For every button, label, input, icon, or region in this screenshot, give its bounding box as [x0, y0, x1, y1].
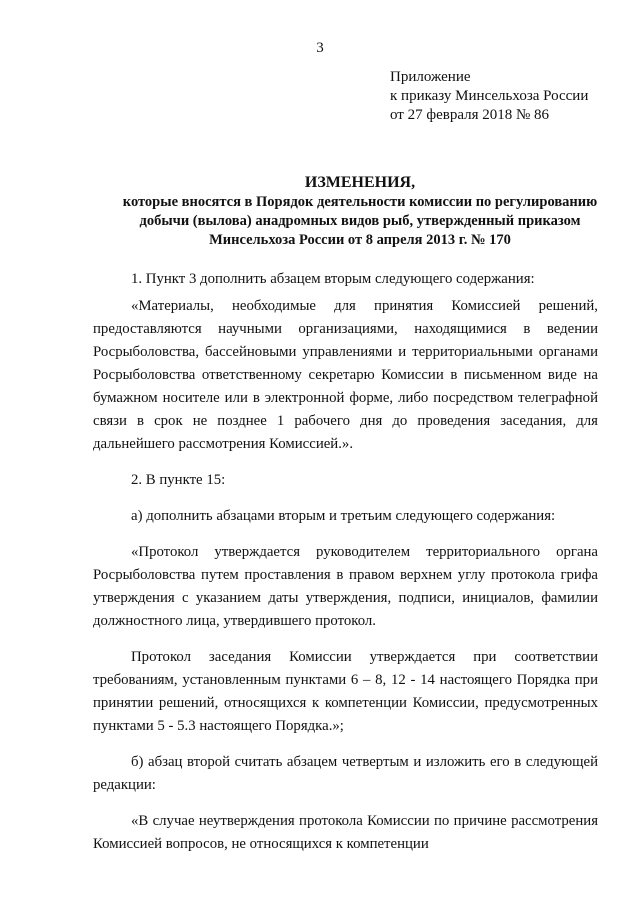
paragraph-quote-non-approval: «В случае неутверждения протокола Комиссии по причине рассмотрения Комиссией вопросов, не относящихся к компетенции	[93, 813, 598, 852]
paragraph-protocol-meeting: Протокол заседания Комиссии утверждается при соответствии требованиям, установленным пунктами 6 – 8, 12 - 14 настоящего Порядка при принятии решений, относящихся к компетенции Комиссии, предусмотренных пунктами 5 - 5.3 настоящего Порядка.»;	[93, 649, 598, 734]
paragraph-quote-materials: «Материалы, необходимые для принятия Комиссией решений, предоставляются научными организациями, находящимися в ведении Росрыболовства, бассейновыми управлениями и территориальными органами Росрыболовства ответственному секретарю Комиссии в письменном виде на бумажном носителе или в электронной форме, либо посредством телеграфной связи в срок не позднее 1 рабочего дня до проведения заседания, для дальнейшего рассмотрения Комиссией.».	[93, 298, 598, 452]
heading-line-1: которые вносятся в Порядок деятельности комиссии по регулированию	[122, 194, 598, 210]
paragraph-subitem-b: б) абзац второй считать абзацем четвертым и изложить его в следующей редакции:	[93, 754, 598, 793]
heading-line-2: добычи (вылова) анадромных видов рыб, утвержденный приказом	[139, 213, 581, 229]
page-number: 3	[316, 40, 324, 56]
document-body	[93, 268, 598, 856]
paragraph-item-2: 2. В пункте 15:	[131, 472, 226, 488]
appendix-block	[390, 68, 588, 125]
paragraph-subitem-a: а) дополнить абзацами вторым и третьим следующего содержания:	[131, 508, 556, 524]
document-heading	[60, 173, 640, 250]
appendix-line-2: к приказу Минсельхоза России	[390, 88, 589, 104]
appendix-line-3: от 27 февраля 2018 № 86	[390, 107, 550, 123]
appendix-line-1: Приложение	[390, 69, 471, 85]
heading-line-3: Минсельхоза России от 8 апреля 2013 г. № 170	[209, 232, 511, 248]
paragraph-item-1: 1. Пункт 3 дополнить абзацем вторым следующего содержания:	[131, 271, 535, 287]
heading-title: ИЗМЕНЕНИЯ,	[304, 174, 416, 191]
paragraph-quote-protocol: «Протокол утверждается руководителем территориального органа Росрыболовства путем проставления в правом верхнем углу протокола грифа утверждения с указанием даты утверждения, подписи, инициалов, фамилии должностного лица, утвердившего протокол.	[93, 544, 598, 629]
